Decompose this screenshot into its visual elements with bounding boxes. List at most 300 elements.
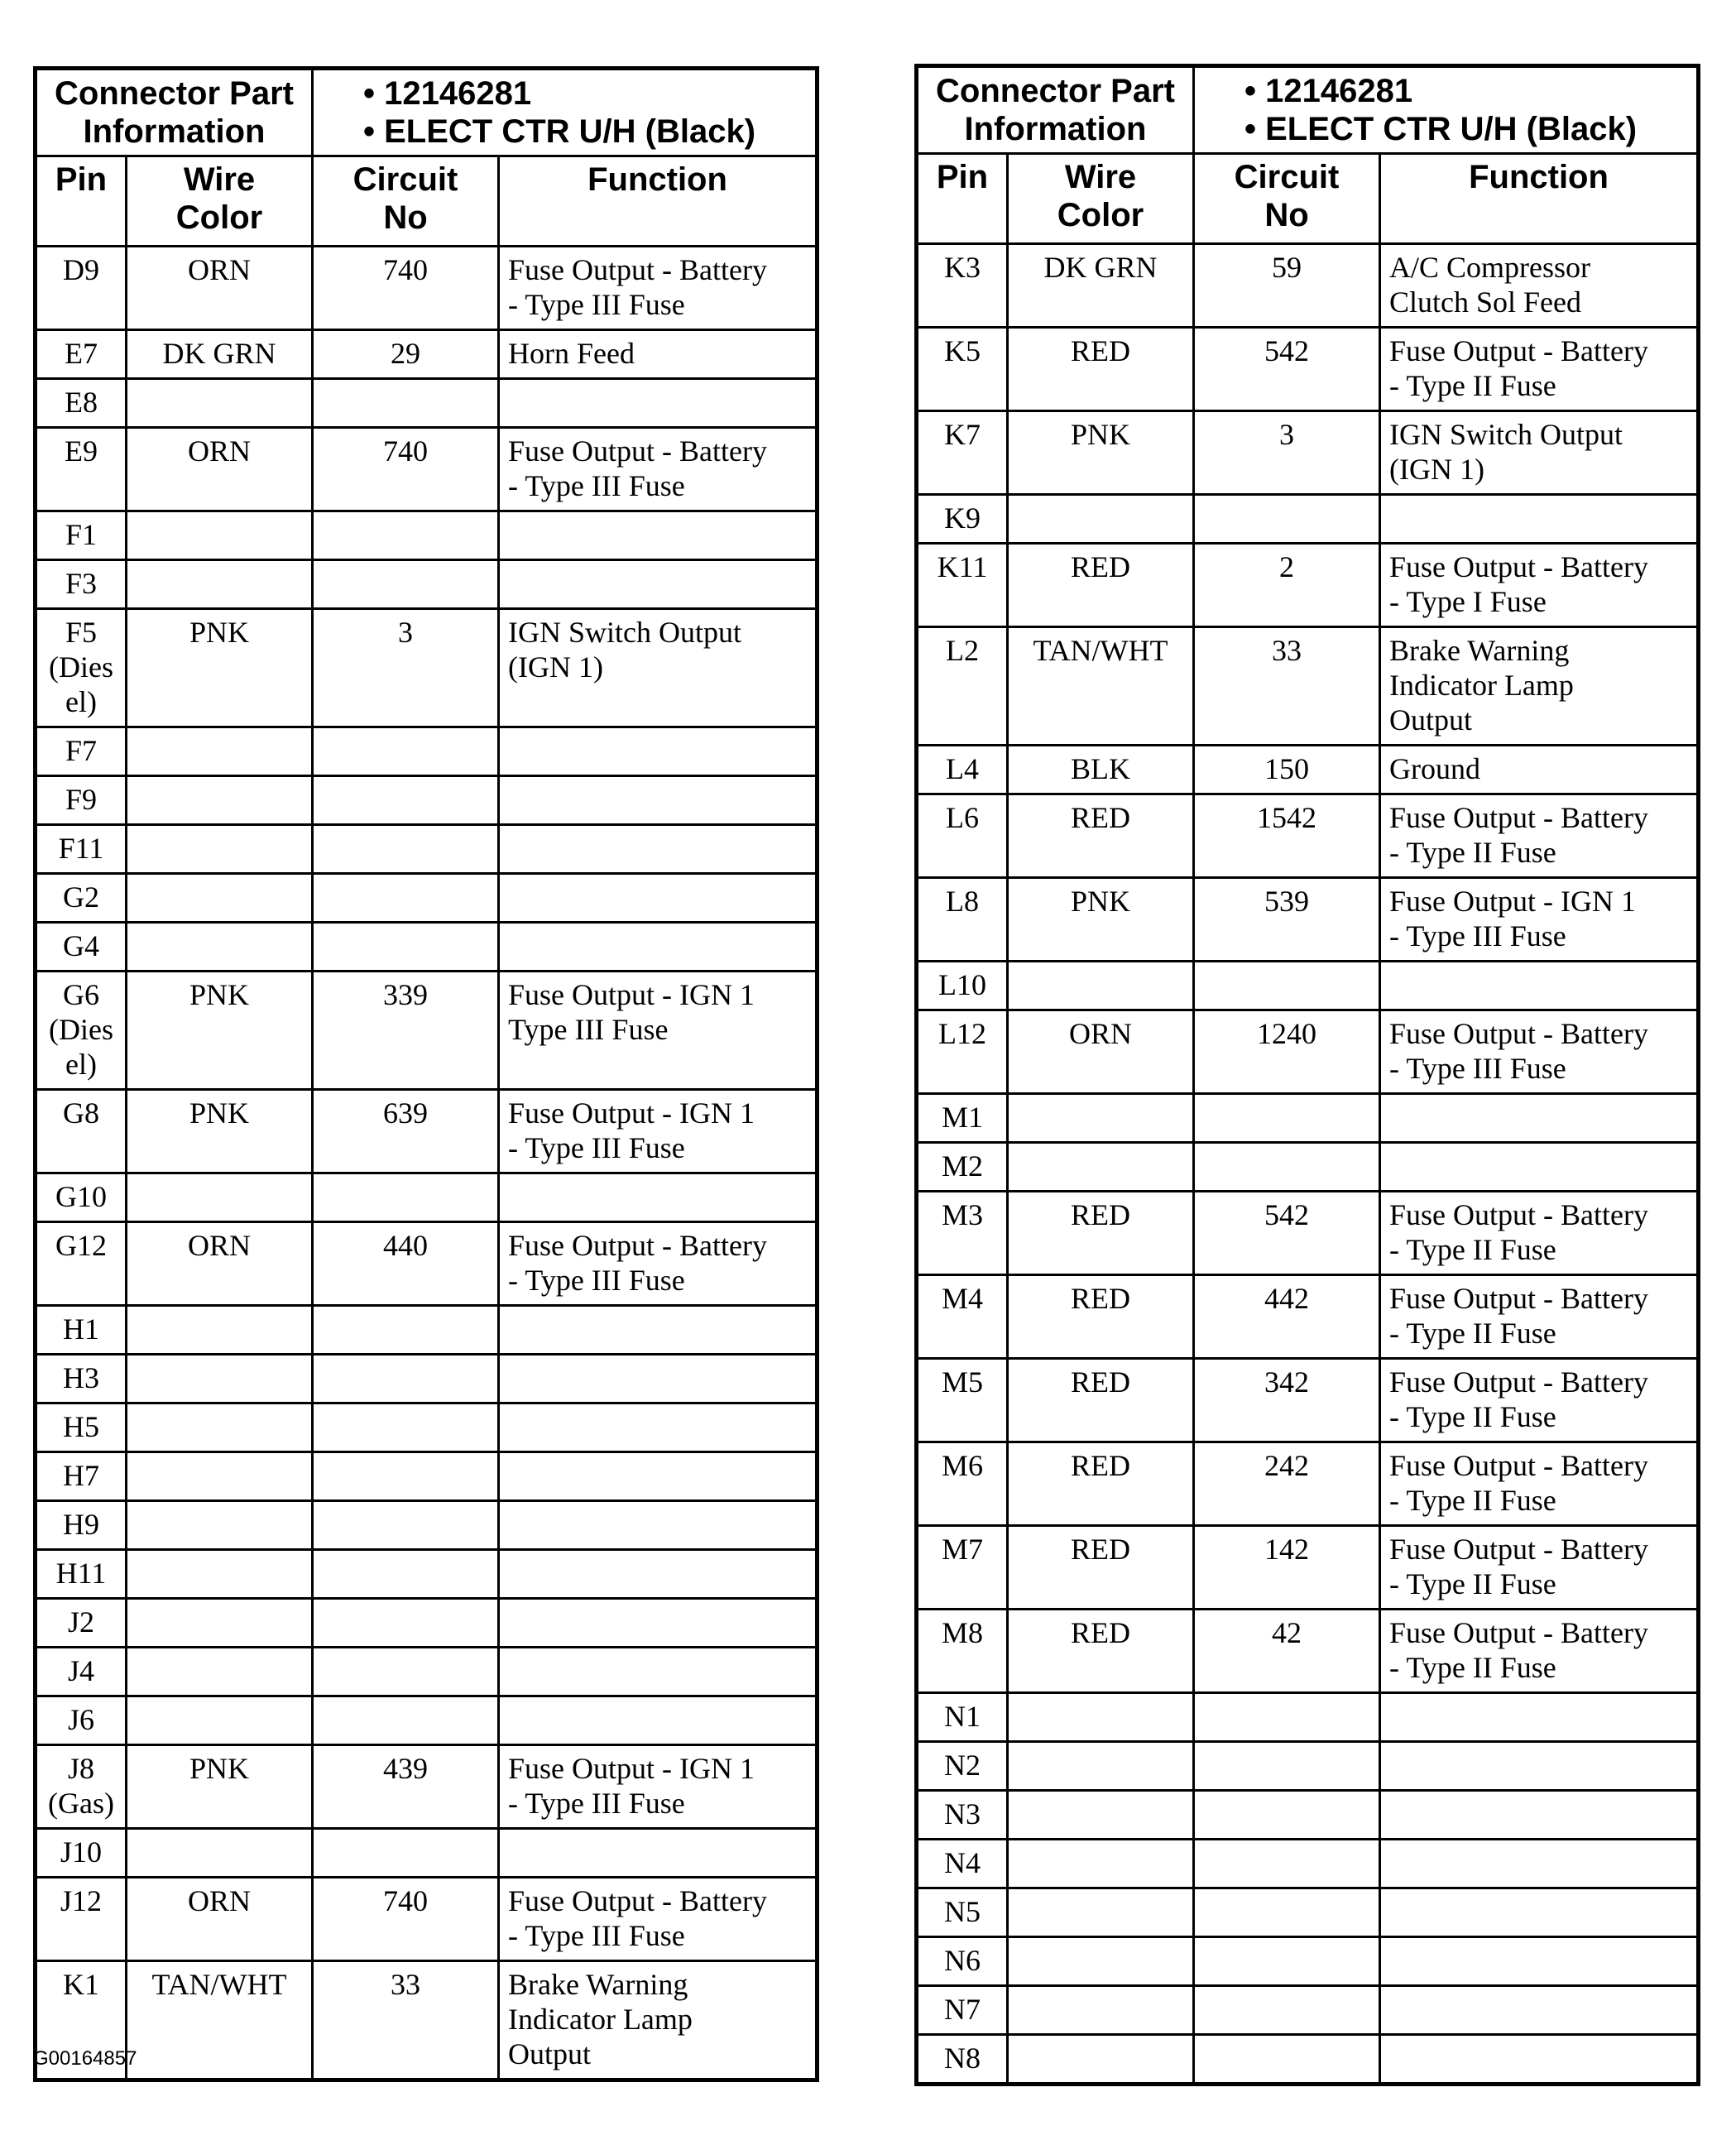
table-row <box>917 1888 1699 1937</box>
function-header-text: Function <box>1469 159 1609 195</box>
function-cell-line2: Type III Fuse <box>508 1013 669 1046</box>
pin-cell <box>36 1173 127 1222</box>
function-cell <box>1380 1442 1699 1526</box>
circuit-no-cell <box>1194 878 1380 962</box>
function-cell <box>499 1550 818 1599</box>
function-cell-line3: Output <box>1389 703 1473 737</box>
pin-cell-line1: K7 <box>944 418 981 451</box>
function-cell-line1: Brake Warning <box>1389 634 1570 667</box>
pin-cell <box>36 1501 127 1550</box>
circuit-no-cell <box>313 727 499 776</box>
circuit-no-cell <box>313 1222 499 1306</box>
wire-color-cell-line1: ORN <box>187 253 251 286</box>
pin-cell-line1: F1 <box>65 518 98 551</box>
pin-cell-line1: F7 <box>65 734 98 767</box>
wire-color-cell <box>1008 1526 1194 1610</box>
pin-cell <box>36 1696 127 1745</box>
pin-cell <box>917 627 1008 746</box>
wire-color-cell <box>1008 746 1194 794</box>
pin-cell-line2: (Gas) <box>48 1787 114 1820</box>
table-row <box>917 1693 1699 1742</box>
pin-cell <box>917 1010 1008 1094</box>
pin-cell <box>917 746 1008 794</box>
circuit-no-cell-line1: 3 <box>398 616 413 649</box>
wire-color-cell-line1: PNK <box>189 978 250 1011</box>
pin-cell <box>36 560 127 609</box>
function-cell <box>499 825 818 874</box>
circuit-header-line2: No <box>1264 197 1309 233</box>
circuit-no-cell <box>1194 1010 1380 1094</box>
function-cell <box>1380 328 1699 411</box>
circuit-no-cell <box>313 776 499 825</box>
table-row <box>36 1222 818 1306</box>
table-row <box>36 560 818 609</box>
function-cell-line2: - Type II Fuse <box>1389 1651 1556 1684</box>
pin-cell-line1: G6 <box>63 978 99 1011</box>
pin-cell-line1: L6 <box>946 801 979 834</box>
circuit-no-cell-line1: 59 <box>1272 251 1302 284</box>
circuit-no-cell-line1: 42 <box>1272 1616 1302 1649</box>
wire-color-cell <box>127 1878 313 1961</box>
pin-cell-line1: N7 <box>944 1993 981 2026</box>
wire-color-cell <box>1008 244 1194 328</box>
table-row <box>917 1791 1699 1840</box>
function-cell-line1: Fuse Output - Battery <box>1389 801 1648 834</box>
circuit-no-cell-line1: 342 <box>1264 1365 1309 1399</box>
pin-cell <box>917 411 1008 495</box>
table-row <box>36 1696 818 1745</box>
wire-color-cell-line1: PNK <box>189 1752 250 1785</box>
circuit-no-cell-line1: 740 <box>383 253 428 286</box>
function-cell <box>499 560 818 609</box>
wire-color-cell <box>127 1961 313 2080</box>
wire-color-cell <box>127 923 313 972</box>
function-cell-line2: - Type III Fuse <box>1389 919 1566 952</box>
wire-color-cell <box>127 776 313 825</box>
function-column-header <box>1380 154 1699 244</box>
connector-info-row <box>36 69 818 156</box>
pin-cell <box>36 247 127 330</box>
wire-color-cell-line1: RED <box>1071 1616 1130 1649</box>
pin-cell <box>36 1355 127 1403</box>
connector-table-left <box>33 66 819 2082</box>
function-cell <box>499 1878 818 1961</box>
pin-cell <box>917 1742 1008 1791</box>
circuit-no-cell-line1: 150 <box>1264 752 1309 785</box>
pin-column-header <box>917 154 1008 244</box>
wire-color-cell <box>1008 1094 1194 1143</box>
function-cell <box>499 1355 818 1403</box>
circuit-no-cell <box>1194 411 1380 495</box>
pin-cell-line1: M3 <box>941 1198 983 1231</box>
pin-cell <box>917 1143 1008 1192</box>
pin-cell-line1: G2 <box>63 880 99 914</box>
function-cell <box>1380 1986 1699 2035</box>
function-cell-line2: Indicator Lamp <box>508 2003 693 2036</box>
circuit-no-cell <box>1194 746 1380 794</box>
wire-color-cell <box>127 247 313 330</box>
circuit-no-cell <box>1194 244 1380 328</box>
function-header-text: Function <box>587 161 727 198</box>
circuit-no-cell-line1: 1542 <box>1257 801 1316 834</box>
function-cell-line2: - Type II Fuse <box>1389 836 1556 869</box>
table-row <box>917 411 1699 495</box>
circuit-no-cell-line1: 1240 <box>1257 1017 1316 1050</box>
pin-cell <box>36 972 127 1090</box>
circuit-no-cell <box>313 1306 499 1355</box>
circuit-no-cell-line1: 542 <box>1264 1198 1309 1231</box>
function-cell-line2: - Type II Fuse <box>1389 1317 1556 1350</box>
table-row <box>36 1173 818 1222</box>
function-cell-line1: Fuse Output - IGN 1 <box>508 1752 755 1785</box>
pin-cell-line1: L4 <box>946 752 979 785</box>
function-cell-line1: Fuse Output - Battery <box>1389 1365 1648 1399</box>
pin-cell-line1: G12 <box>55 1229 107 1262</box>
circuit-no-cell <box>313 609 499 727</box>
pin-cell-line1: H7 <box>63 1459 99 1492</box>
function-cell <box>499 428 818 511</box>
pin-cell <box>917 1275 1008 1359</box>
pin-cell-line1: N6 <box>944 1944 981 1977</box>
table-row <box>917 1143 1699 1192</box>
wire-color-cell <box>1008 1693 1194 1742</box>
wire-color-cell <box>1008 2035 1194 2085</box>
circuit-no-cell <box>1194 328 1380 411</box>
circuit-no-cell <box>1194 1693 1380 1742</box>
table-row <box>36 1961 818 2080</box>
function-cell <box>499 1090 818 1173</box>
wire-color-cell <box>127 1550 313 1599</box>
function-cell-line2: - Type II Fuse <box>1389 1400 1556 1433</box>
connector-part-info <box>313 69 818 156</box>
table-row <box>917 328 1699 411</box>
pin-header-text: Pin <box>936 159 989 195</box>
wire-color-cell-line1: PNK <box>1070 885 1131 918</box>
circuit-no-cell-line1: 440 <box>383 1229 428 1262</box>
pin-cell-line1: J12 <box>60 1884 102 1917</box>
pin-header-text: Pin <box>55 161 108 198</box>
table-row <box>36 1355 818 1403</box>
circuit-no-cell <box>313 923 499 972</box>
table-row <box>36 330 818 379</box>
circuit-no-cell <box>313 511 499 560</box>
pin-cell <box>917 878 1008 962</box>
function-cell-line2: Indicator Lamp <box>1389 669 1574 702</box>
function-cell-line2: (IGN 1) <box>1389 453 1484 486</box>
wire-color-cell <box>127 1173 313 1222</box>
function-cell <box>499 1829 818 1878</box>
wire-color-cell-line1: BLK <box>1071 752 1130 785</box>
pin-cell <box>917 1888 1008 1937</box>
circuit-no-cell <box>313 1599 499 1648</box>
wire-color-cell-line1: PNK <box>189 1096 250 1130</box>
circuit-no-cell <box>1194 1094 1380 1143</box>
pin-cell-line1: E7 <box>65 337 98 370</box>
table-row <box>917 794 1699 878</box>
function-cell <box>1380 1359 1699 1442</box>
wire-color-column-header <box>1008 154 1194 244</box>
pin-cell <box>36 1878 127 1961</box>
circuit-no-cell-line1: 142 <box>1264 1533 1309 1566</box>
table-row <box>917 627 1699 746</box>
connector-part-label-line1: Connector Part <box>936 73 1175 109</box>
circuit-no-cell-line1: 542 <box>1264 334 1309 367</box>
pin-cell <box>917 495 1008 544</box>
wire-color-cell <box>127 1403 313 1452</box>
circuit-no-cell <box>1194 2035 1380 2085</box>
function-cell <box>1380 411 1699 495</box>
circuit-no-column-header <box>1194 154 1380 244</box>
pin-cell <box>36 1306 127 1355</box>
circuit-no-cell-line1: 2 <box>1279 550 1294 583</box>
circuit-no-cell <box>1194 627 1380 746</box>
pin-cell-line1: N5 <box>944 1895 981 1928</box>
table-row <box>36 428 818 511</box>
function-cell-line1: Fuse Output - IGN 1 <box>508 978 755 1011</box>
function-cell-line2: - Type III Fuse <box>508 1264 685 1297</box>
column-header-row <box>36 156 818 247</box>
wire-color-cell <box>1008 1888 1194 1937</box>
wire-color-cell <box>127 1090 313 1173</box>
wire-color-cell <box>1008 328 1194 411</box>
table-row <box>36 972 818 1090</box>
function-cell-line1: Ground <box>1389 752 1480 785</box>
wire-color-cell-line1: RED <box>1071 1533 1130 1566</box>
function-cell <box>499 1599 818 1648</box>
wire-color-cell-line1: RED <box>1071 1198 1130 1231</box>
table-row <box>36 247 818 330</box>
table-row <box>917 1742 1699 1791</box>
wire-color-cell <box>127 1222 313 1306</box>
pin-cell-line1: K1 <box>63 1968 99 2001</box>
function-cell <box>1380 1888 1699 1937</box>
pin-cell-line1: E9 <box>65 434 98 468</box>
circuit-no-cell <box>313 379 499 428</box>
circuit-no-cell <box>1194 1192 1380 1275</box>
table-row <box>36 1090 818 1173</box>
pin-cell <box>36 1550 127 1599</box>
circuit-no-cell <box>1194 544 1380 627</box>
table-row <box>36 1878 818 1961</box>
circuit-no-cell <box>313 428 499 511</box>
connector-part-info <box>1194 66 1699 154</box>
circuit-no-cell <box>313 972 499 1090</box>
circuit-no-cell <box>313 825 499 874</box>
wire-header-line2: Color <box>1057 197 1144 233</box>
pin-cell <box>917 1937 1008 1986</box>
function-cell-line1: Fuse Output - Battery <box>508 1229 767 1262</box>
function-cell-line2: - Type II Fuse <box>1389 1567 1556 1600</box>
wire-color-cell <box>1008 1937 1194 1986</box>
pin-cell-line1: M8 <box>941 1616 983 1649</box>
function-cell <box>1380 1143 1699 1192</box>
function-cell <box>1380 1192 1699 1275</box>
pin-cell-line1: L12 <box>938 1017 986 1050</box>
pin-cell-line1: M5 <box>941 1365 983 1399</box>
circuit-no-cell <box>1194 1442 1380 1526</box>
wire-color-cell <box>127 825 313 874</box>
wire-color-cell <box>127 1501 313 1550</box>
wire-color-cell-line1: TAN/WHT <box>1033 634 1168 667</box>
table-row <box>917 1526 1699 1610</box>
pin-column-header <box>36 156 127 247</box>
circuit-no-cell <box>1194 1275 1380 1359</box>
function-cell-line1: Fuse Output - Battery <box>1389 1449 1648 1482</box>
circuit-no-cell-line1: 740 <box>383 434 428 468</box>
wire-color-cell-line1: DK GRN <box>162 337 276 370</box>
wire-color-cell <box>1008 1359 1194 1442</box>
wire-color-cell-line1: RED <box>1071 1365 1130 1399</box>
pin-cell-line1: F3 <box>65 567 98 600</box>
pin-cell <box>917 1192 1008 1275</box>
circuit-no-cell <box>1194 1840 1380 1888</box>
circuit-no-cell <box>1194 962 1380 1010</box>
pin-cell-line1: M7 <box>941 1533 983 1566</box>
connector-part-label-line2: Information <box>83 113 266 150</box>
wire-color-cell-line1: ORN <box>187 434 251 468</box>
wire-color-cell-line1: ORN <box>187 1229 251 1262</box>
part-description: • ELECT CTR U/H (Black) <box>1244 111 1638 147</box>
circuit-no-cell-line1: 439 <box>383 1752 428 1785</box>
table-row <box>36 727 818 776</box>
table-row <box>36 1829 818 1878</box>
circuit-no-cell <box>313 1173 499 1222</box>
function-cell <box>499 1222 818 1306</box>
function-cell-line2: - Type III Fuse <box>508 469 685 502</box>
wire-color-cell <box>127 560 313 609</box>
circuit-no-cell <box>313 1829 499 1878</box>
circuit-no-cell <box>313 874 499 923</box>
pin-cell-line1: D9 <box>63 253 99 286</box>
function-cell-line2: - Type III Fuse <box>508 1787 685 1820</box>
pin-cell <box>36 1403 127 1452</box>
function-cell <box>1380 2035 1699 2085</box>
pin-cell <box>36 923 127 972</box>
function-cell <box>1380 1275 1699 1359</box>
pin-cell <box>917 1693 1008 1742</box>
pin-cell-line1: F5 <box>65 616 98 649</box>
circuit-no-cell <box>313 560 499 609</box>
table-row <box>36 379 818 428</box>
pin-cell <box>917 1610 1008 1693</box>
pin-cell <box>36 330 127 379</box>
connector-part-label-line2: Information <box>964 111 1147 147</box>
pin-cell <box>36 428 127 511</box>
part-description: • ELECT CTR U/H (Black) <box>363 113 756 150</box>
wire-color-cell <box>1008 962 1194 1010</box>
wire-color-cell <box>1008 1986 1194 2035</box>
circuit-no-cell <box>313 1648 499 1696</box>
table-row <box>917 1359 1699 1442</box>
wire-color-cell <box>127 727 313 776</box>
circuit-no-cell <box>1194 1359 1380 1442</box>
connector-info-row <box>917 66 1699 154</box>
wire-color-cell-line1: ORN <box>187 1884 251 1917</box>
pin-cell-line1: N1 <box>944 1700 981 1733</box>
wire-color-cell-line1: RED <box>1071 801 1130 834</box>
function-cell-line2: - Type II Fuse <box>1389 1484 1556 1517</box>
function-cell <box>499 776 818 825</box>
circuit-no-cell-line1: 442 <box>1264 1282 1309 1315</box>
function-cell <box>499 1745 818 1829</box>
pin-cell-line1: G10 <box>55 1180 107 1213</box>
circuit-header-line1: Circuit <box>352 161 458 198</box>
pin-cell-line1: H3 <box>63 1361 99 1394</box>
table-row <box>917 2035 1699 2085</box>
wire-color-cell <box>127 1829 313 1878</box>
wire-color-cell <box>127 511 313 560</box>
pin-cell <box>36 1452 127 1501</box>
table-row <box>36 1648 818 1696</box>
figure-id: G00164857 <box>33 2047 137 2070</box>
pin-cell-line1: M4 <box>941 1282 983 1315</box>
pin-cell <box>917 1526 1008 1610</box>
function-cell <box>499 874 818 923</box>
circuit-no-cell <box>313 1878 499 1961</box>
function-cell <box>499 1501 818 1550</box>
table-row <box>917 495 1699 544</box>
function-cell-line1: Fuse Output - Battery <box>1389 1533 1648 1566</box>
function-cell-line2: - Type III Fuse <box>508 288 685 321</box>
circuit-no-cell-line1: 33 <box>391 1968 420 2001</box>
pin-cell <box>36 379 127 428</box>
circuit-no-cell <box>1194 1610 1380 1693</box>
table-row <box>36 1452 818 1501</box>
function-cell <box>1380 1526 1699 1610</box>
table-row <box>36 1306 818 1355</box>
pin-cell-line1: N4 <box>944 1846 981 1879</box>
wire-color-cell <box>1008 1610 1194 1693</box>
circuit-no-cell-line1: 33 <box>1272 634 1302 667</box>
table-row <box>917 1986 1699 2035</box>
pin-cell-line1: N3 <box>944 1797 981 1831</box>
function-cell <box>499 1306 818 1355</box>
function-cell-line2: (IGN 1) <box>508 650 603 684</box>
wire-color-cell <box>127 1355 313 1403</box>
function-cell-line2: - Type II Fuse <box>1389 1233 1556 1266</box>
pin-cell-line1: K5 <box>944 334 981 367</box>
circuit-no-cell <box>313 1550 499 1599</box>
table-row <box>917 1937 1699 1986</box>
function-cell <box>499 1696 818 1745</box>
circuit-no-cell <box>313 247 499 330</box>
pin-cell <box>36 1648 127 1696</box>
column-header-row <box>917 154 1699 244</box>
wire-color-cell-line1: RED <box>1071 550 1130 583</box>
pin-cell-line1: N2 <box>944 1749 981 1782</box>
table-row <box>36 874 818 923</box>
pin-cell <box>36 1599 127 1648</box>
pin-cell-line1: E8 <box>65 386 98 419</box>
function-cell-line2: - Type I Fuse <box>1389 585 1547 618</box>
function-cell <box>499 1173 818 1222</box>
pin-cell <box>917 1442 1008 1526</box>
function-cell-line1: Fuse Output - IGN 1 <box>508 1096 755 1130</box>
pin-cell <box>36 1222 127 1306</box>
table-row <box>36 1403 818 1452</box>
table-row <box>917 1442 1699 1526</box>
pin-cell-line1: J10 <box>60 1835 102 1869</box>
table-row <box>36 1501 818 1550</box>
wire-color-cell <box>127 330 313 379</box>
table-row <box>917 1010 1699 1094</box>
function-cell-line1: Fuse Output - Battery <box>508 434 767 468</box>
function-cell <box>1380 244 1699 328</box>
circuit-no-cell <box>1194 495 1380 544</box>
function-cell-line1: Fuse Output - Battery <box>1389 1616 1648 1649</box>
wire-color-cell <box>1008 794 1194 878</box>
circuit-header-line2: No <box>383 199 428 236</box>
